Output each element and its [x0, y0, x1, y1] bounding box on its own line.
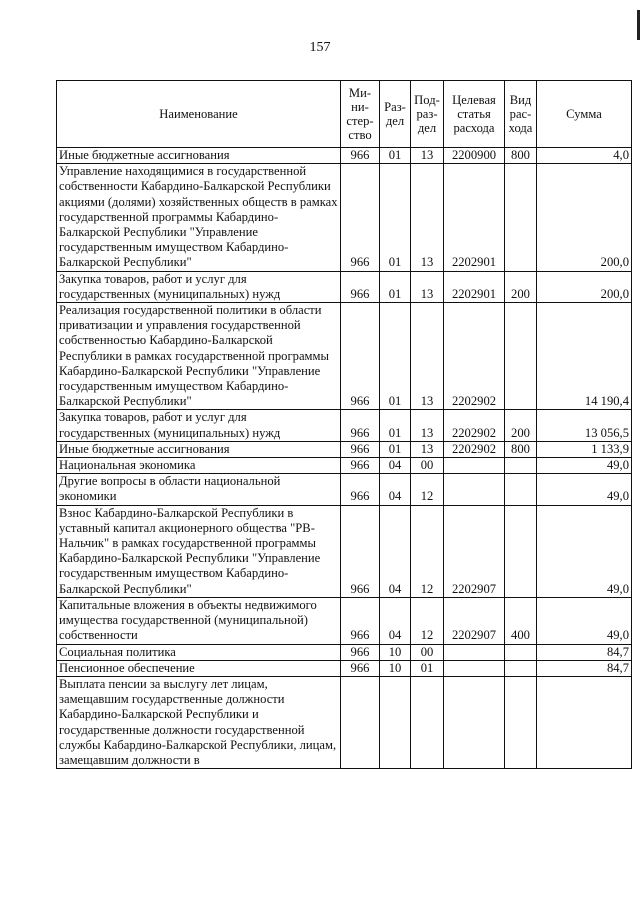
cell-subsection: 12 [411, 474, 444, 505]
table-row [57, 644, 632, 660]
table-row [57, 505, 632, 597]
cell-ministry: 966 [341, 148, 380, 164]
cell-section: 10 [380, 644, 411, 660]
cell-sum: 1 133,9 [537, 441, 632, 457]
cell-ministry: 966 [341, 303, 380, 410]
cell-ministry: 966 [341, 644, 380, 660]
cell-ministry: 966 [341, 441, 380, 457]
cell-type: 200 [505, 271, 537, 302]
cell-name: Иные бюджетные ассигнования [57, 441, 341, 457]
cell-sum: 49,0 [537, 505, 632, 597]
cell-target: 2202902 [444, 303, 505, 410]
cell-target [444, 644, 505, 660]
cell-sum: 49,0 [537, 597, 632, 644]
table-row [57, 597, 632, 644]
cell-type: 800 [505, 441, 537, 457]
cell-subsection: 13 [411, 441, 444, 457]
table-row [57, 271, 632, 302]
cell-subsection: 12 [411, 505, 444, 597]
cell-section: 01 [380, 410, 411, 441]
cell-subsection: 12 [411, 597, 444, 644]
cell-section: 01 [380, 148, 411, 164]
cell-subsection [411, 676, 444, 768]
header-sum: Сумма [537, 81, 632, 148]
cell-sum: 4,0 [537, 148, 632, 164]
header-type: Вид рас- хода [505, 81, 537, 148]
cell-subsection: 13 [411, 303, 444, 410]
cell-sum: 49,0 [537, 458, 632, 474]
cell-subsection: 00 [411, 644, 444, 660]
cell-section: 01 [380, 271, 411, 302]
cell-name: Другие вопросы в области национальной экономики [57, 474, 341, 505]
cell-ministry: 966 [341, 474, 380, 505]
cell-name: Закупка товаров, работ и услуг для государственных (муниципальных) нужд [57, 410, 341, 441]
cell-type [505, 458, 537, 474]
cell-section: 04 [380, 474, 411, 505]
cell-section: 04 [380, 458, 411, 474]
header-target: Целевая статья расхода [444, 81, 505, 148]
cell-target [444, 458, 505, 474]
cell-section [380, 676, 411, 768]
header-section: Раз- дел [380, 81, 411, 148]
table-row [57, 458, 632, 474]
cell-section: 10 [380, 660, 411, 676]
table-row [57, 474, 632, 505]
cell-type: 400 [505, 597, 537, 644]
cell-type [505, 660, 537, 676]
cell-ministry: 966 [341, 410, 380, 441]
cell-subsection: 13 [411, 271, 444, 302]
cell-subsection: 13 [411, 148, 444, 164]
cell-section: 04 [380, 597, 411, 644]
cell-name: Иные бюджетные ассигнования [57, 148, 341, 164]
budget-table [56, 80, 632, 769]
cell-section: 01 [380, 441, 411, 457]
cell-type [505, 676, 537, 768]
cell-ministry: 966 [341, 271, 380, 302]
cell-sum: 49,0 [537, 474, 632, 505]
cell-target: 2202901 [444, 164, 505, 271]
cell-name: Пенсионное обеспечение [57, 660, 341, 676]
cell-type [505, 303, 537, 410]
cell-ministry [341, 676, 380, 768]
cell-sum: 200,0 [537, 164, 632, 271]
cell-name: Социальная политика [57, 644, 341, 660]
table-header-row [57, 81, 632, 148]
cell-sum [537, 676, 632, 768]
cell-name: Взнос Кабардино-Балкарской Республики в уставный капитал акционерного общества "РВ-Нальчик" в рамках государственной программы Кабардино-Балкарской Республики "Управление государственным имуществом Кабардино-Балкарской Республики" [57, 505, 341, 597]
cell-sum: 84,7 [537, 644, 632, 660]
cell-target [444, 676, 505, 768]
cell-name: Национальная экономика [57, 458, 341, 474]
cell-ministry: 966 [341, 458, 380, 474]
table-row [57, 441, 632, 457]
table-row [57, 303, 632, 410]
cell-subsection: 00 [411, 458, 444, 474]
cell-subsection: 01 [411, 660, 444, 676]
cell-ministry: 966 [341, 505, 380, 597]
table-row [57, 660, 632, 676]
cell-target [444, 660, 505, 676]
cell-name: Закупка товаров, работ и услуг для государственных (муниципальных) нужд [57, 271, 341, 302]
cell-sum: 13 056,5 [537, 410, 632, 441]
cell-target [444, 474, 505, 505]
cell-subsection: 13 [411, 410, 444, 441]
cell-ministry: 966 [341, 164, 380, 271]
table-body [57, 148, 632, 769]
cell-type [505, 164, 537, 271]
cell-type [505, 505, 537, 597]
header-name: Наименование [57, 81, 341, 148]
cell-sum: 14 190,4 [537, 303, 632, 410]
table-row [57, 410, 632, 441]
cell-type [505, 474, 537, 505]
cell-type: 200 [505, 410, 537, 441]
table-row [57, 676, 632, 768]
cell-ministry: 966 [341, 660, 380, 676]
cell-type: 800 [505, 148, 537, 164]
cell-section: 01 [380, 303, 411, 410]
cell-subsection: 13 [411, 164, 444, 271]
table-row [57, 148, 632, 164]
cell-name: Реализация государственной политики в области приватизации и управления государственной собственностью Кабардино-Балкарской Республики в рамках государственной программы Кабардино-Балкарской Республики "Управление государственным имуществом Кабардино-Балкарской Республики" [57, 303, 341, 410]
cell-target: 2202902 [444, 410, 505, 441]
cell-sum: 84,7 [537, 660, 632, 676]
cell-section: 01 [380, 164, 411, 271]
cell-name: Управление находящимися в государственной собственности Кабардино-Балкарской Республики акциями (долями) хозяйственных обществ в рамках государственной программы Кабардино-Балкарской Республики "Управление государственным имуществом Кабардино-Балкарской Республики" [57, 164, 341, 271]
cell-ministry: 966 [341, 597, 380, 644]
cell-type [505, 644, 537, 660]
cell-sum: 200,0 [537, 271, 632, 302]
cell-target: 2200900 [444, 148, 505, 164]
cell-target: 2202907 [444, 505, 505, 597]
cell-target: 2202901 [444, 271, 505, 302]
cell-name: Капитальные вложения в объекты недвижимого имущества государственной (муниципальной) собственности [57, 597, 341, 644]
cell-target: 2202902 [444, 441, 505, 457]
header-ministry: Ми- ни- стер- ство [341, 81, 380, 148]
page-number: 157 [309, 40, 331, 55]
cell-name: Выплата пенсии за выслугу лет лицам, замещавшим государственные должности Кабардино-Балкарской Республики и государственные должности государственной службы Кабардино-Балкарской Республики, лицам, замещавшим должности в [57, 676, 341, 768]
cell-target: 2202907 [444, 597, 505, 644]
cell-section: 04 [380, 505, 411, 597]
table-row [57, 164, 632, 271]
header-subsection: Под- раз- дел [411, 81, 444, 148]
